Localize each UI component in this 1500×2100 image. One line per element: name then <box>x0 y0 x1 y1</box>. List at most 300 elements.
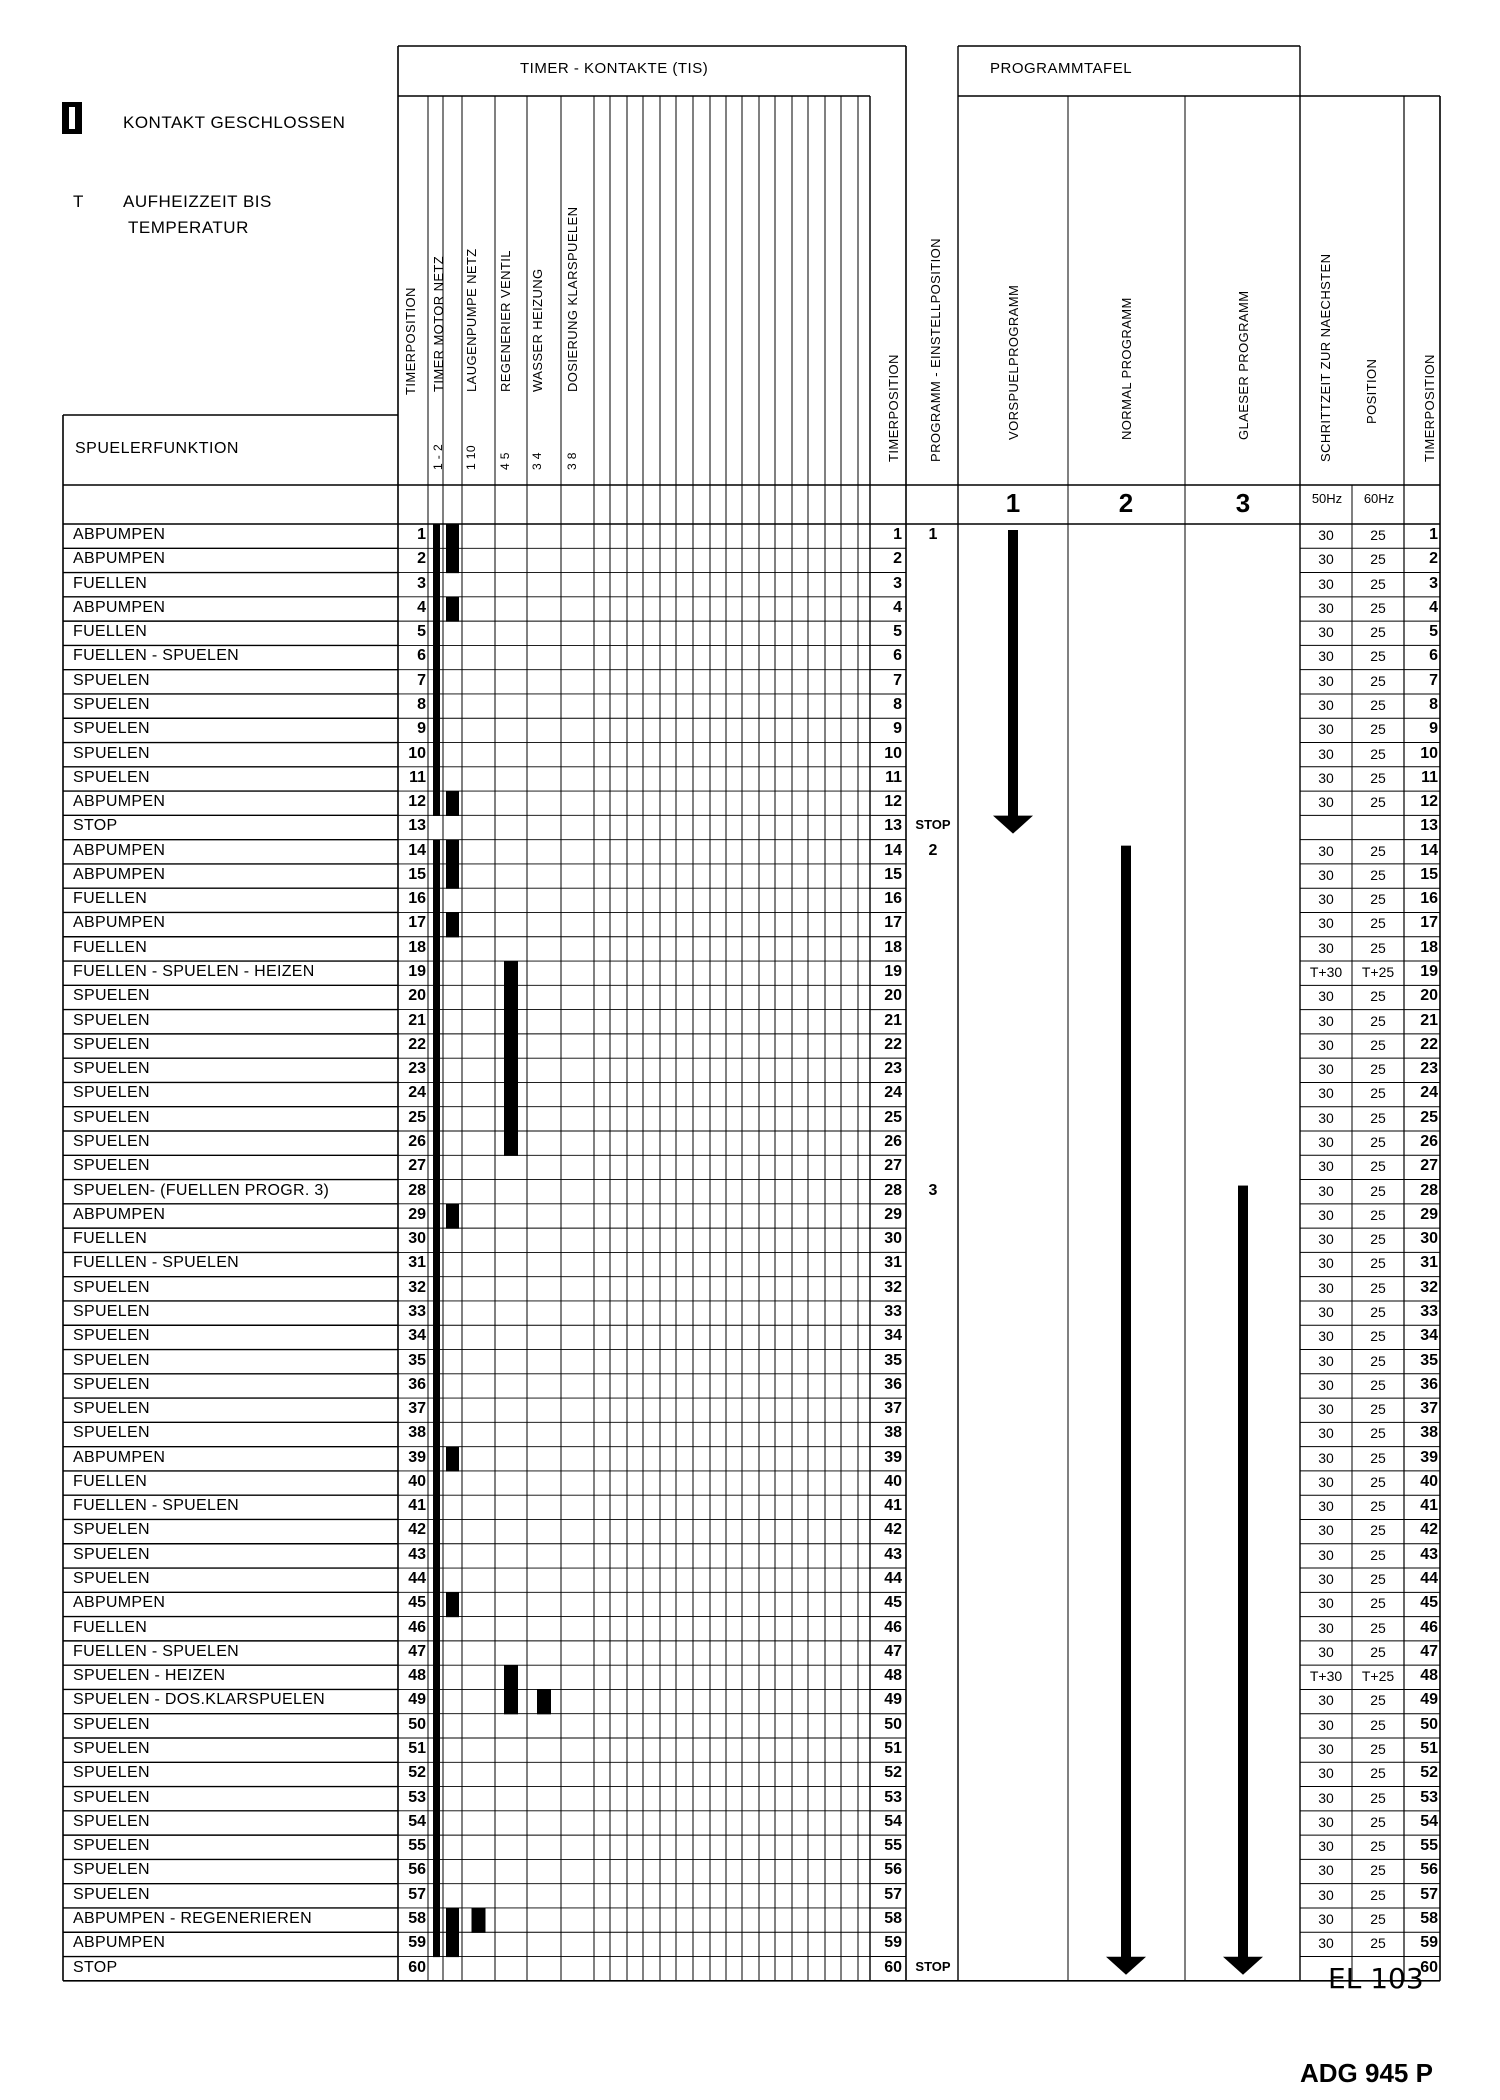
row-position-mid-3: 3 <box>893 574 902 592</box>
row-position-left-38: 38 <box>408 1424 426 1442</box>
row-position-right-49: 49 <box>1420 1691 1438 1709</box>
contact-pins-2: 1 10 <box>464 445 478 470</box>
row-hz60-47: 25 <box>1370 1643 1386 1660</box>
row-hz60-1: 25 <box>1370 527 1386 543</box>
row-position-left-17: 17 <box>408 914 426 932</box>
row-hz60-48: T+25 <box>1361 1668 1395 1685</box>
row-position-left-5: 5 <box>417 623 426 641</box>
row-function-17: ABPUMPEN <box>73 914 166 932</box>
row-function-42: SPUELEN <box>73 1521 150 1539</box>
contact-closed-49-4 <box>504 1689 518 1714</box>
contact-closed-19-4 <box>504 961 518 986</box>
row-position-left-39: 39 <box>408 1448 426 1466</box>
row-function-53: SPUELEN <box>73 1788 150 1806</box>
row-position-right-15: 15 <box>1420 865 1438 883</box>
row-hz60-9: 25 <box>1370 721 1386 738</box>
row-position-left-23: 23 <box>408 1060 426 1078</box>
row-hz50-15: 30 <box>1318 866 1334 883</box>
row-hz60-8: 25 <box>1370 696 1386 713</box>
row-position-left-58: 58 <box>408 1909 426 1927</box>
row-position-mid-26: 26 <box>884 1133 902 1150</box>
contact-closed-6-1 <box>433 645 440 670</box>
row-position-left-49: 49 <box>408 1691 426 1709</box>
row-hz50-26: 30 <box>1318 1134 1334 1150</box>
row-hz60-7: 25 <box>1370 672 1386 689</box>
row-position-left-15: 15 <box>408 865 426 883</box>
header-timer-position-left: TIMERPOSITION <box>403 287 418 395</box>
row-position-left-35: 35 <box>408 1351 426 1369</box>
row-position-left-14: 14 <box>408 841 426 859</box>
row-function-15: ABPUMPEN <box>73 865 166 883</box>
contact-closed-30-1 <box>433 1228 440 1253</box>
row-function-6: FUELLEN - SPUELEN <box>73 647 240 665</box>
row-position-right-38: 38 <box>1420 1424 1438 1442</box>
row-hz50-31: 30 <box>1318 1255 1334 1272</box>
row-position-right-37: 37 <box>1420 1400 1438 1418</box>
row-hz60-21: 25 <box>1370 1012 1386 1029</box>
row-position-mid-34: 34 <box>884 1327 902 1345</box>
row-hz50-32: 30 <box>1318 1279 1334 1296</box>
model-code: ADG 945 P <box>1300 2058 1433 2088</box>
row-position-left-24: 24 <box>408 1084 426 1102</box>
row-position-left-34: 34 <box>408 1327 426 1345</box>
row-function-51: SPUELEN <box>73 1740 150 1757</box>
row-hz50-36: 30 <box>1318 1376 1334 1393</box>
row-position-mid-4: 4 <box>893 598 902 616</box>
header-program-set-position: PROGRAMM - EINSTELLPOSITION <box>928 238 943 462</box>
row-position-right-16: 16 <box>1420 890 1438 908</box>
row-hz60-30: 25 <box>1370 1231 1386 1248</box>
row-hz60-38: 25 <box>1370 1425 1386 1442</box>
contact-closed-24-1 <box>433 1082 440 1107</box>
row-position-right-46: 46 <box>1420 1618 1438 1636</box>
row-hz50-55: 30 <box>1318 1838 1334 1855</box>
row-position-left-18: 18 <box>408 938 426 956</box>
contact-closed-56-1 <box>433 1859 440 1884</box>
row-hz50-33: 30 <box>1318 1303 1334 1320</box>
row-position-right-25: 25 <box>1420 1108 1438 1126</box>
contact-closed-1-2 <box>446 524 459 549</box>
row-hz60-15: 25 <box>1370 866 1386 883</box>
contact-closed-29-2 <box>446 1204 459 1229</box>
row-hz50-29: 30 <box>1318 1206 1334 1223</box>
row-function-24: SPUELEN <box>73 1084 150 1102</box>
row-position-right-36: 36 <box>1420 1375 1438 1393</box>
row-function-29: ABPUMPEN <box>73 1205 166 1223</box>
row-hz50-37: 30 <box>1318 1401 1334 1418</box>
row-position-right-31: 31 <box>1420 1254 1438 1272</box>
row-position-mid-22: 22 <box>884 1035 902 1053</box>
row-position-mid-18: 18 <box>884 938 902 956</box>
row-function-21: SPUELEN <box>73 1011 150 1029</box>
contact-closed-28-1 <box>433 1180 440 1205</box>
row-position-left-27: 27 <box>408 1157 426 1175</box>
row-function-59: ABPUMPEN <box>73 1934 166 1952</box>
contact-header-4: WASSER HEIZUNG <box>530 268 545 392</box>
row-position-left-9: 9 <box>417 720 426 738</box>
contact-closed-7-1 <box>433 670 440 695</box>
row-function-13: STOP <box>73 817 118 835</box>
row-set-position-14: 2 <box>928 841 938 859</box>
row-position-left-7: 7 <box>417 671 426 689</box>
row-position-mid-8: 8 <box>893 695 902 713</box>
row-position-mid-25: 25 <box>884 1108 902 1126</box>
contact-closed-17-2 <box>446 912 459 937</box>
header-timer-position-mid: TIMERPOSITION <box>886 354 901 462</box>
row-position-left-47: 47 <box>408 1642 426 1660</box>
row-position-right-13: 13 <box>1420 817 1438 835</box>
row-hz60-4: 25 <box>1370 599 1386 616</box>
row-position-right-26: 26 <box>1420 1133 1438 1150</box>
row-function-16: FUELLEN <box>73 890 148 908</box>
row-position-mid-39: 39 <box>884 1448 902 1466</box>
row-position-left-28: 28 <box>408 1181 426 1199</box>
row-function-20: SPUELEN <box>73 987 150 1005</box>
row-position-left-41: 41 <box>408 1497 426 1515</box>
contact-closed-52-1 <box>433 1762 440 1787</box>
row-position-mid-49: 49 <box>884 1691 902 1709</box>
row-set-position-1: 1 <box>928 526 938 543</box>
row-hz60-28: 25 <box>1370 1182 1386 1199</box>
row-hz50-58: 30 <box>1318 1910 1334 1927</box>
contact-closed-43-1 <box>433 1544 440 1569</box>
row-hz50-52: 30 <box>1318 1765 1334 1782</box>
row-position-left-59: 59 <box>408 1934 426 1952</box>
row-function-36: SPUELEN <box>73 1375 150 1393</box>
contact-header-1: TIMER MOTOR NETZ <box>431 255 446 392</box>
contact-closed-26-1 <box>433 1131 440 1156</box>
contact-pins-3: 4 5 <box>498 452 512 470</box>
row-hz60-58: 25 <box>1370 1910 1386 1927</box>
row-position-right-60: 60 <box>1420 1958 1438 1976</box>
row-hz60-11: 25 <box>1370 769 1386 786</box>
row-hz50-28: 30 <box>1318 1182 1334 1199</box>
row-hz60-20: 25 <box>1370 988 1386 1005</box>
contact-closed-44-1 <box>433 1568 440 1593</box>
row-position-mid-21: 21 <box>884 1011 902 1029</box>
row-position-mid-51: 51 <box>884 1740 902 1757</box>
row-position-mid-56: 56 <box>884 1861 902 1879</box>
program-arrow-head-2 <box>1106 1957 1146 1975</box>
row-hz60-24: 25 <box>1370 1085 1386 1102</box>
row-position-mid-46: 46 <box>884 1618 902 1636</box>
row-position-right-34: 34 <box>1420 1327 1438 1345</box>
row-hz60-10: 25 <box>1370 745 1386 762</box>
row-function-45: ABPUMPEN <box>73 1594 166 1612</box>
row-hz50-27: 30 <box>1318 1158 1334 1175</box>
row-hz50-38: 30 <box>1318 1425 1334 1442</box>
row-hz50-41: 30 <box>1318 1498 1334 1515</box>
row-function-40: FUELLEN <box>73 1472 148 1490</box>
contact-closed-4-2 <box>446 597 459 622</box>
row-hz60-49: 25 <box>1370 1692 1386 1709</box>
contact-closed-24-4 <box>504 1082 518 1107</box>
row-position-left-22: 22 <box>408 1035 426 1053</box>
row-hz60-12: 25 <box>1370 794 1386 811</box>
row-set-position-13: STOP <box>915 817 951 833</box>
row-function-5: FUELLEN <box>73 623 148 641</box>
contact-closed-15-1 <box>433 864 440 889</box>
program-arrow-head-3 <box>1223 1957 1263 1975</box>
row-function-46: FUELLEN <box>73 1618 148 1636</box>
row-hz60-17: 25 <box>1370 915 1386 932</box>
row-position-mid-52: 52 <box>884 1764 902 1782</box>
contact-closed-48-1 <box>433 1665 440 1690</box>
row-position-right-4: 4 <box>1429 598 1438 616</box>
row-position-right-18: 18 <box>1420 938 1438 956</box>
header-step-time: SCHRITTZEIT ZUR NAECHSTEN <box>1318 253 1333 462</box>
contact-closed-16-1 <box>433 888 440 913</box>
row-hz60-41: 25 <box>1370 1498 1386 1515</box>
row-hz50-39: 30 <box>1318 1449 1334 1466</box>
row-hz50-17: 30 <box>1318 915 1334 932</box>
contact-closed-9-1 <box>433 718 440 743</box>
row-position-left-44: 44 <box>408 1570 426 1588</box>
row-position-right-2: 2 <box>1429 550 1438 568</box>
contact-header-2: LAUGENPUMPE NETZ <box>464 248 479 392</box>
row-function-38: SPUELEN <box>73 1424 150 1442</box>
row-position-mid-30: 30 <box>884 1230 902 1248</box>
row-position-mid-53: 53 <box>884 1788 902 1806</box>
program-name-3: GLAESER PROGRAMM <box>1236 290 1251 440</box>
row-hz50-35: 30 <box>1318 1352 1334 1369</box>
row-hz60-3: 25 <box>1370 575 1386 592</box>
row-hz60-32: 25 <box>1370 1279 1386 1296</box>
contact-closed-49-1 <box>433 1689 440 1714</box>
contact-closed-27-1 <box>433 1155 440 1180</box>
contact-closed-53-1 <box>433 1787 440 1812</box>
row-hz60-52: 25 <box>1370 1765 1386 1782</box>
row-position-mid-2: 2 <box>893 550 902 568</box>
row-hz60-59: 25 <box>1370 1935 1386 1952</box>
contact-closed-50-1 <box>433 1714 440 1739</box>
row-hz60-54: 25 <box>1370 1813 1386 1830</box>
row-position-left-6: 6 <box>417 647 426 665</box>
row-function-50: SPUELEN <box>73 1715 150 1733</box>
row-function-32: SPUELEN <box>73 1278 150 1296</box>
row-hz50-10: 30 <box>1318 745 1334 762</box>
row-hz50-19: T+30 <box>1309 964 1343 981</box>
row-hz60-16: 25 <box>1370 891 1386 908</box>
row-position-mid-59: 59 <box>884 1934 902 1952</box>
row-position-mid-28: 28 <box>884 1181 902 1199</box>
contact-closed-59-1 <box>433 1932 440 1957</box>
contact-closed-45-1 <box>433 1592 440 1617</box>
row-position-left-60: 60 <box>408 1958 426 1976</box>
row-hz50-9: 30 <box>1318 721 1334 738</box>
legend-contact-closed: KONTAKT GESCHLOSSEN <box>123 113 346 132</box>
row-function-23: SPUELEN <box>73 1060 150 1078</box>
contact-closed-45-2 <box>446 1592 459 1617</box>
row-hz50-23: 30 <box>1318 1061 1334 1078</box>
row-position-right-39: 39 <box>1420 1448 1438 1466</box>
contact-closed-12-1 <box>433 791 440 816</box>
row-function-14: ABPUMPEN <box>73 841 166 859</box>
row-position-left-45: 45 <box>408 1594 426 1612</box>
row-position-left-20: 20 <box>408 987 426 1005</box>
contact-closed-32-1 <box>433 1277 440 1302</box>
row-hz60-27: 25 <box>1370 1158 1386 1175</box>
row-position-mid-13: 13 <box>884 817 902 835</box>
row-hz50-14: 30 <box>1318 842 1334 859</box>
row-function-2: ABPUMPEN <box>73 550 166 568</box>
row-position-right-17: 17 <box>1420 914 1438 932</box>
row-hz50-5: 30 <box>1318 624 1334 641</box>
row-position-left-1: 1 <box>417 526 426 543</box>
row-position-left-25: 25 <box>408 1108 426 1126</box>
row-position-right-52: 52 <box>1420 1764 1438 1782</box>
contact-closed-4-1 <box>433 597 440 622</box>
row-function-19: FUELLEN - SPUELEN - HEIZEN <box>73 963 315 981</box>
program-arrow-shaft-2 <box>1121 846 1131 1959</box>
row-position-mid-42: 42 <box>884 1521 902 1539</box>
row-position-left-10: 10 <box>408 744 426 762</box>
row-function-39: ABPUMPEN <box>73 1448 166 1466</box>
handwritten-code: EL 103 <box>1328 1962 1424 1995</box>
program-arrow-shaft-1 <box>1008 530 1018 818</box>
row-position-mid-33: 33 <box>884 1302 902 1320</box>
row-function-48: SPUELEN - HEIZEN <box>73 1667 226 1685</box>
row-hz50-2: 30 <box>1318 551 1334 568</box>
contact-closed-31-1 <box>433 1252 440 1277</box>
row-hz50-53: 30 <box>1318 1789 1334 1806</box>
row-position-right-7: 7 <box>1429 671 1438 689</box>
contact-closed-49-5 <box>537 1689 551 1714</box>
row-function-7: SPUELEN <box>73 671 150 689</box>
program-name-1: VORSPUELPROGRAMM <box>1006 284 1021 440</box>
row-position-mid-23: 23 <box>884 1060 902 1078</box>
contact-closed-15-2 <box>446 864 459 889</box>
contact-closed-14-2 <box>446 840 459 865</box>
row-position-left-2: 2 <box>417 550 426 568</box>
contact-closed-39-1 <box>433 1447 440 1472</box>
row-position-mid-15: 15 <box>884 865 902 883</box>
row-position-right-10: 10 <box>1420 744 1438 762</box>
contact-closed-59-2 <box>446 1932 459 1957</box>
row-function-33: SPUELEN <box>73 1302 150 1320</box>
row-hz50-30: 30 <box>1318 1231 1334 1248</box>
contact-closed-48-4 <box>504 1665 518 1690</box>
contact-closed-20-4 <box>504 985 518 1010</box>
row-position-left-31: 31 <box>408 1254 426 1272</box>
row-position-right-28: 28 <box>1420 1181 1438 1199</box>
program-number-3: 3 <box>1235 488 1251 518</box>
row-position-left-36: 36 <box>408 1375 426 1393</box>
contact-closed-3-1 <box>433 573 440 598</box>
row-function-35: SPUELEN <box>73 1351 150 1369</box>
row-position-right-3: 3 <box>1429 574 1438 592</box>
row-position-left-29: 29 <box>408 1205 426 1223</box>
row-position-mid-40: 40 <box>884 1472 902 1490</box>
row-function-34: SPUELEN <box>73 1327 150 1345</box>
row-position-right-30: 30 <box>1420 1230 1438 1248</box>
row-position-left-3: 3 <box>417 574 426 592</box>
row-position-right-42: 42 <box>1420 1521 1438 1539</box>
contact-closed-25-4 <box>504 1107 518 1132</box>
contact-closed-22-1 <box>433 1034 440 1059</box>
row-hz60-45: 25 <box>1370 1595 1386 1612</box>
row-set-position-28: 3 <box>928 1181 938 1199</box>
row-hz60-18: 25 <box>1370 939 1386 956</box>
header-60hz: 60Hz <box>1363 491 1395 506</box>
contact-closed-symbol <box>62 102 82 134</box>
row-position-left-37: 37 <box>408 1400 426 1418</box>
row-position-mid-14: 14 <box>884 841 902 859</box>
program-number-1: 1 <box>1005 488 1021 518</box>
row-function-22: SPUELEN <box>73 1035 150 1053</box>
row-function-10: SPUELEN <box>73 744 150 762</box>
contact-closed-18-1 <box>433 937 440 962</box>
contact-closed-58-3 <box>472 1908 486 1933</box>
row-position-left-13: 13 <box>408 817 426 835</box>
row-position-right-40: 40 <box>1420 1472 1438 1490</box>
row-position-left-53: 53 <box>408 1788 426 1806</box>
row-function-52: SPUELEN <box>73 1764 150 1782</box>
contact-closed-23-4 <box>504 1058 518 1083</box>
row-hz60-37: 25 <box>1370 1401 1386 1418</box>
row-position-mid-60: 60 <box>884 1958 902 1976</box>
row-hz50-6: 30 <box>1318 648 1334 665</box>
row-position-mid-57: 57 <box>884 1885 902 1903</box>
row-function-9: SPUELEN <box>73 720 150 738</box>
row-position-left-21: 21 <box>408 1011 426 1029</box>
contact-closed-26-4 <box>504 1131 518 1156</box>
contact-closed-2-1 <box>433 548 440 573</box>
row-hz60-29: 25 <box>1370 1206 1386 1223</box>
row-hz50-50: 30 <box>1318 1716 1334 1733</box>
row-position-right-59: 59 <box>1420 1934 1438 1952</box>
row-position-mid-29: 29 <box>884 1205 902 1223</box>
row-position-mid-55: 55 <box>884 1837 902 1855</box>
row-function-28: SPUELEN- (FUELLEN PROGR. 3) <box>73 1181 330 1199</box>
row-position-mid-38: 38 <box>884 1424 902 1442</box>
contact-closed-25-1 <box>433 1107 440 1132</box>
row-position-mid-16: 16 <box>884 890 902 908</box>
row-function-12: ABPUMPEN <box>73 793 166 811</box>
row-hz60-26: 25 <box>1370 1134 1386 1150</box>
row-position-left-54: 54 <box>408 1812 426 1830</box>
row-hz50-45: 30 <box>1318 1595 1334 1612</box>
row-hz60-40: 25 <box>1370 1473 1386 1490</box>
row-position-right-19: 19 <box>1420 963 1438 981</box>
row-hz60-14: 25 <box>1370 842 1386 859</box>
row-hz60-39: 25 <box>1370 1449 1386 1466</box>
row-position-left-8: 8 <box>417 695 426 713</box>
row-function-41: FUELLEN - SPUELEN <box>73 1497 240 1515</box>
contact-closed-35-1 <box>433 1350 440 1375</box>
contact-closed-29-1 <box>433 1204 440 1229</box>
row-hz60-55: 25 <box>1370 1838 1386 1855</box>
row-position-mid-44: 44 <box>884 1570 902 1588</box>
contact-closed-58-2 <box>446 1908 459 1933</box>
row-position-mid-1: 1 <box>893 526 902 543</box>
row-hz60-44: 25 <box>1370 1571 1386 1588</box>
row-position-right-48: 48 <box>1420 1667 1438 1685</box>
row-position-right-41: 41 <box>1420 1497 1438 1515</box>
contact-pins-1: 1 - 2 <box>431 443 445 470</box>
contact-closed-57-1 <box>433 1884 440 1909</box>
row-hz60-42: 25 <box>1370 1522 1386 1539</box>
row-position-mid-12: 12 <box>884 793 902 811</box>
row-position-mid-10: 10 <box>884 744 902 762</box>
row-position-mid-6: 6 <box>893 647 902 665</box>
row-function-44: SPUELEN <box>73 1570 150 1588</box>
row-position-right-56: 56 <box>1420 1861 1438 1879</box>
row-position-mid-35: 35 <box>884 1351 902 1369</box>
row-position-mid-27: 27 <box>884 1157 902 1175</box>
legend-t-text-1: AUFHEIZZEIT BIS <box>123 192 272 211</box>
row-position-right-32: 32 <box>1420 1278 1438 1296</box>
